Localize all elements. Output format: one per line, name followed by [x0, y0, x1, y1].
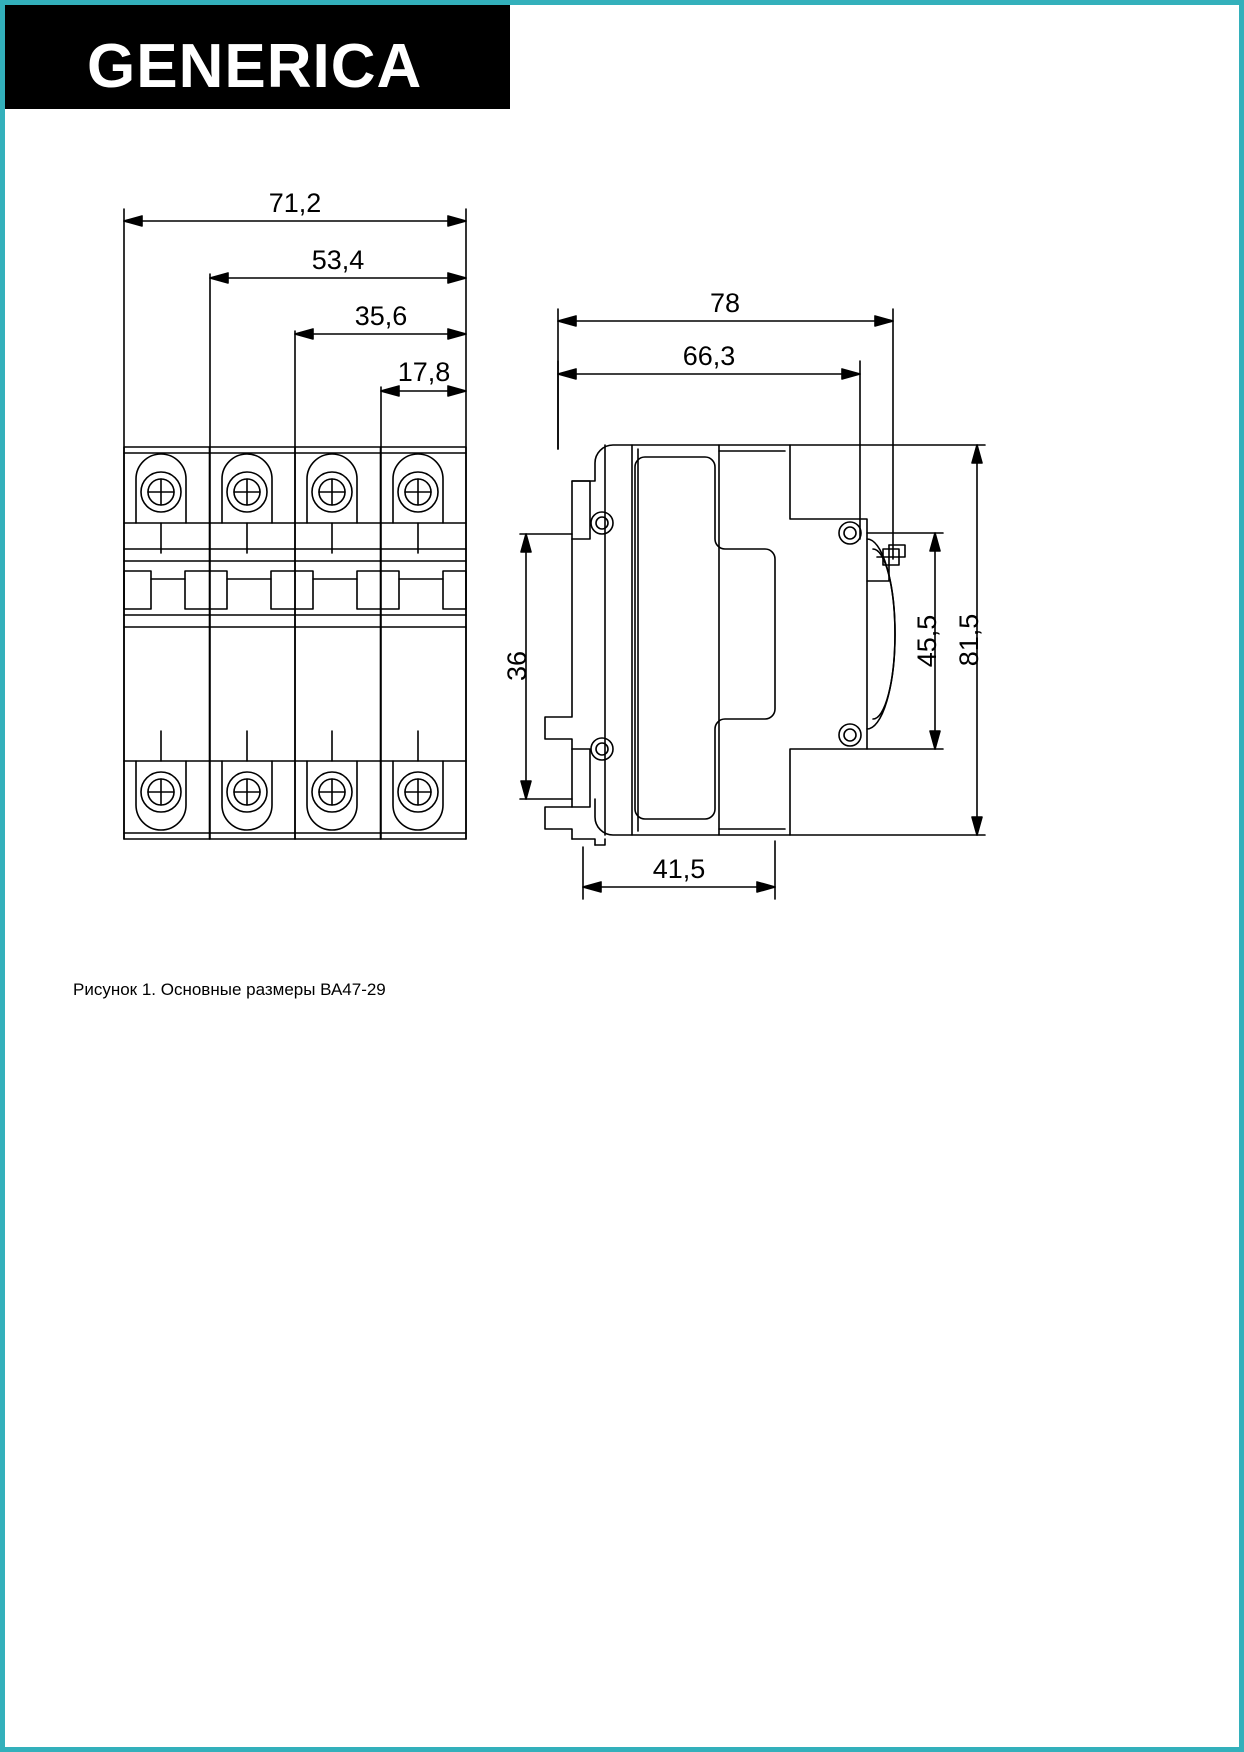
dim-label-53-4: 53,4 — [311, 245, 365, 275]
figure-caption: Рисунок 1. Основные размеры ВА47-29 — [73, 980, 386, 999]
brand-bar — [5, 5, 510, 109]
dim-label-36: 36 — [502, 650, 532, 682]
dim-label-17-8: 17,8 — [397, 357, 451, 387]
dim-label-71-2: 71,2 — [268, 188, 322, 218]
dim-label-35-6: 35,6 — [354, 301, 408, 331]
dim-label-78: 78 — [709, 288, 741, 318]
technical-drawing — [5, 109, 1239, 1069]
dim-label-81-5: 81,5 — [954, 613, 984, 667]
page-content — [5, 5, 1239, 1747]
dim-label-45-5: 45,5 — [912, 614, 942, 668]
brand-logo-text: GENERICA — [87, 32, 423, 101]
dim-label-41-5: 41,5 — [652, 854, 706, 884]
dim-label-66-3: 66,3 — [682, 341, 736, 371]
